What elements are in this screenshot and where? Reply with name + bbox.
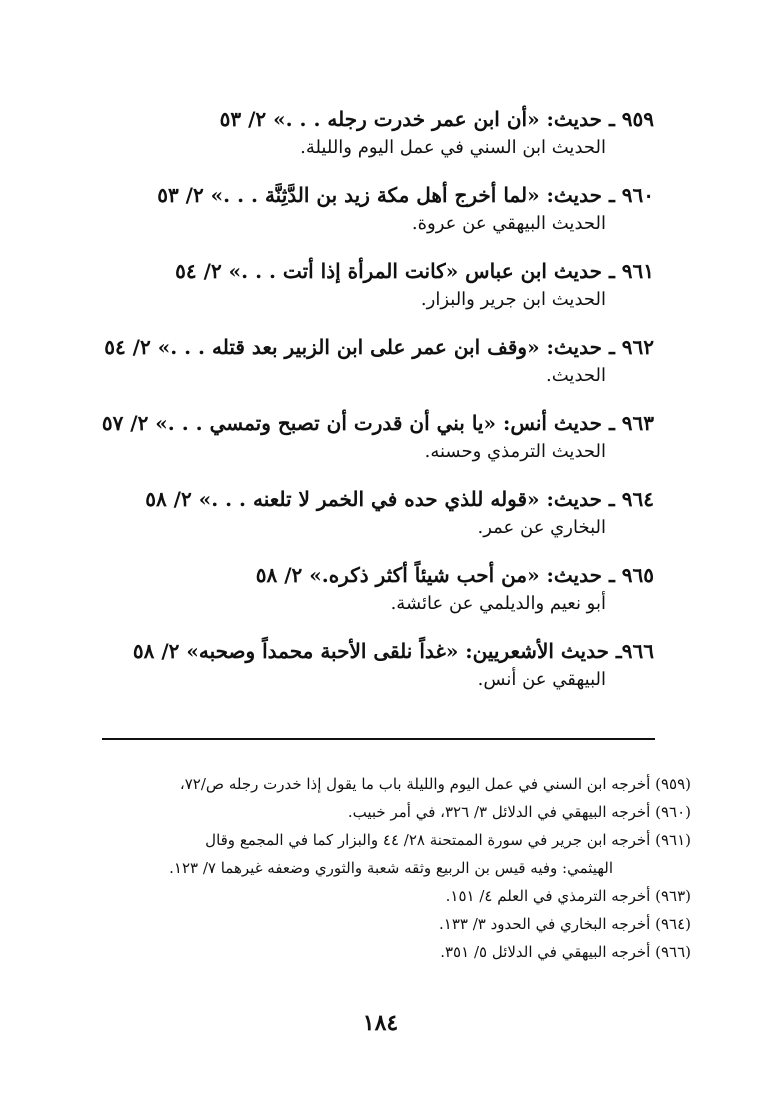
hadith-heading: ٩٦١ ـ حديث ابن عباس «كانت المرأة إذا أتت . . .» ٢/ ٥٤ xyxy=(175,259,654,283)
hadith-source: البخاري عن عمر. xyxy=(477,517,606,538)
hadith-source: الحديث. xyxy=(546,365,606,386)
hadith-entry xyxy=(94,636,654,694)
footnote-continuation: الهيثمي: وفيه قيس بن الربيع وثقه شعبة والثوري وضعفه غيرهما ٧/ ١٢٣. xyxy=(169,859,613,877)
hadith-source: الحديث ابن السني في عمل اليوم والليلة. xyxy=(300,137,606,158)
footnote: (٩٦٠) أخرجه البيهقي في الدلائل ٣/ ٣٢٦، في أمر خبيب. xyxy=(347,803,691,821)
hadith-source: الحديث الترمذي وحسنه. xyxy=(424,441,606,462)
footnote-divider xyxy=(102,738,655,740)
hadith-entry xyxy=(94,104,654,162)
hadith-heading: ٩٦٥ ـ حديث: «من أحب شيئاً أكثر ذكره.» ٢/ ٥٨ xyxy=(255,563,654,587)
footnote: (٩٦٣) أخرجه الترمذي في العلم ٤/ ١٥١. xyxy=(445,887,691,905)
hadith-source: الحديث البيهقي عن عروة. xyxy=(411,213,606,234)
hadith-source: الحديث ابن جرير والبزار. xyxy=(420,289,606,310)
hadith-heading: ٩٦٦ـ حديث الأشعريين: «غداً نلقى الأحبة محمداً وصحبه» ٢/ ٥٨ xyxy=(132,639,654,663)
footnote: (٩٦٤) أخرجه البخاري في الحدود ٣/ ١٣٣. xyxy=(439,915,691,933)
footnote: (٩٦٦) أخرجه البيهقي في الدلائل ٥/ ٣٥١. xyxy=(440,943,691,961)
hadith-entry xyxy=(94,256,654,314)
footnote: (٩٦١) أخرجه ابن جرير في سورة الممتحنة ٢٨/ ٤٤ والبزار كما في المجمع وقال xyxy=(205,831,691,849)
hadith-heading: ٩٦٠ ـ حديث: «لما أخرج أهل مكة زيد بن الدَّثِنَّة . . .» ٢/ ٥٣ xyxy=(157,183,654,207)
hadith-source: البيهقي عن أنس. xyxy=(477,669,606,690)
hadith-entry xyxy=(94,332,654,390)
hadith-heading: ٩٦٢ ـ حديث: «وقف ابن عمر على ابن الزبير بعد قتله . . .» ٢/ ٥٤ xyxy=(104,335,654,359)
footnotes xyxy=(51,770,691,966)
hadith-heading: ٩٦٤ ـ حديث: «قوله للذي حده في الخمر لا تلعنه . . .» ٢/ ٥٨ xyxy=(145,487,654,511)
hadith-heading: ٩٥٩ ـ حديث: «أن ابن عمر خدرت رجله . . .» ٢/ ٥٣ xyxy=(219,107,654,131)
hadith-entries xyxy=(94,104,654,712)
hadith-entry xyxy=(94,484,654,542)
hadith-entry xyxy=(94,180,654,238)
hadith-source: أبو نعيم والديلمي عن عائشة. xyxy=(390,593,606,614)
footnote: (٩٥٩) أخرجه ابن السني في عمل اليوم والليلة باب ما يقول إذا خدرت رجله ص/٧٢، xyxy=(179,775,691,793)
hadith-entry xyxy=(94,560,654,618)
page-number: ١٨٤ xyxy=(362,1010,399,1036)
hadith-heading: ٩٦٣ ـ حديث أنس: «يا بني أن قدرت أن تصبح وتمسي . . .» ٢/ ٥٧ xyxy=(101,411,654,435)
hadith-entry xyxy=(94,408,654,466)
